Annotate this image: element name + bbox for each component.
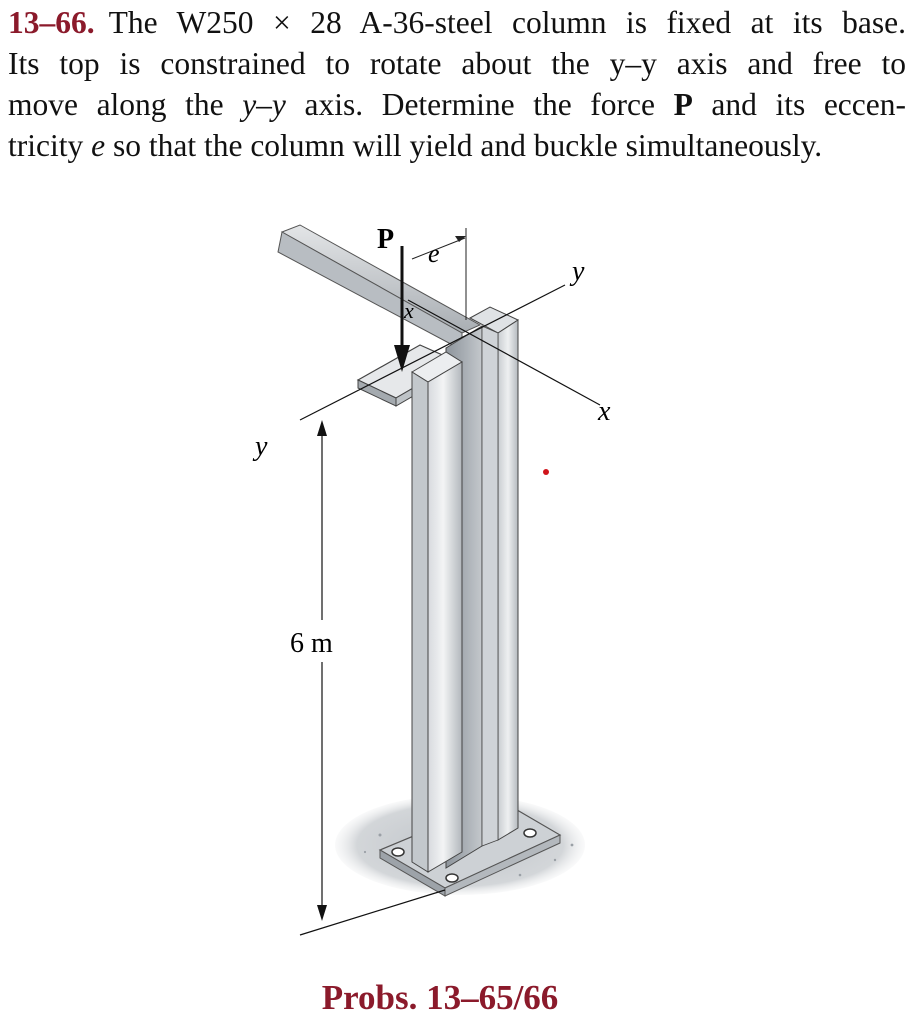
column-figure bbox=[0, 200, 911, 980]
anchor-bolt bbox=[524, 829, 536, 837]
eccentricity-reference: e bbox=[91, 128, 106, 163]
eccentricity-label: e bbox=[428, 239, 440, 268]
problem-line-4-end: so that the column will yield and buckle simultaneously. bbox=[105, 128, 823, 163]
problem-line-3-end: and its eccen- bbox=[692, 87, 906, 122]
axis-y-right-label: y bbox=[572, 256, 585, 287]
axis-reference: y–y bbox=[242, 87, 286, 122]
force-reference: P bbox=[673, 87, 693, 122]
problem-line-4 bbox=[8, 125, 906, 166]
axis-x-top-label: x bbox=[404, 298, 414, 323]
height-dimension-label: 6 m bbox=[290, 628, 333, 659]
figure-caption: Probs. 13–65/66 bbox=[321, 978, 559, 1017]
problem-line-1-text: The W250 × 28 A-36-steel column is fixed at its base. bbox=[108, 5, 906, 40]
problem-line-4-start: tricity bbox=[8, 128, 92, 163]
problem-line-3 bbox=[8, 84, 906, 125]
axis-x-right-label: x bbox=[598, 396, 611, 427]
axis-y-left-label: y bbox=[255, 431, 268, 462]
problem-statement bbox=[8, 2, 906, 166]
load-label: P bbox=[377, 224, 395, 255]
anchor-bolt bbox=[392, 848, 404, 856]
red-marker-dot bbox=[543, 469, 549, 475]
problem-line-1 bbox=[8, 2, 906, 43]
problem-line-2 bbox=[8, 43, 906, 84]
column-front-flange bbox=[412, 352, 462, 872]
anchor-bolt bbox=[446, 874, 458, 882]
problem-line-3-start: move along the bbox=[8, 87, 243, 122]
problem-line-3-middle: axis. Determine the force bbox=[285, 87, 674, 122]
problem-line-2-text: Its top is constrained to rotate about the y–y axis and free to bbox=[8, 46, 906, 81]
problem-number: 13–66. bbox=[8, 5, 95, 40]
